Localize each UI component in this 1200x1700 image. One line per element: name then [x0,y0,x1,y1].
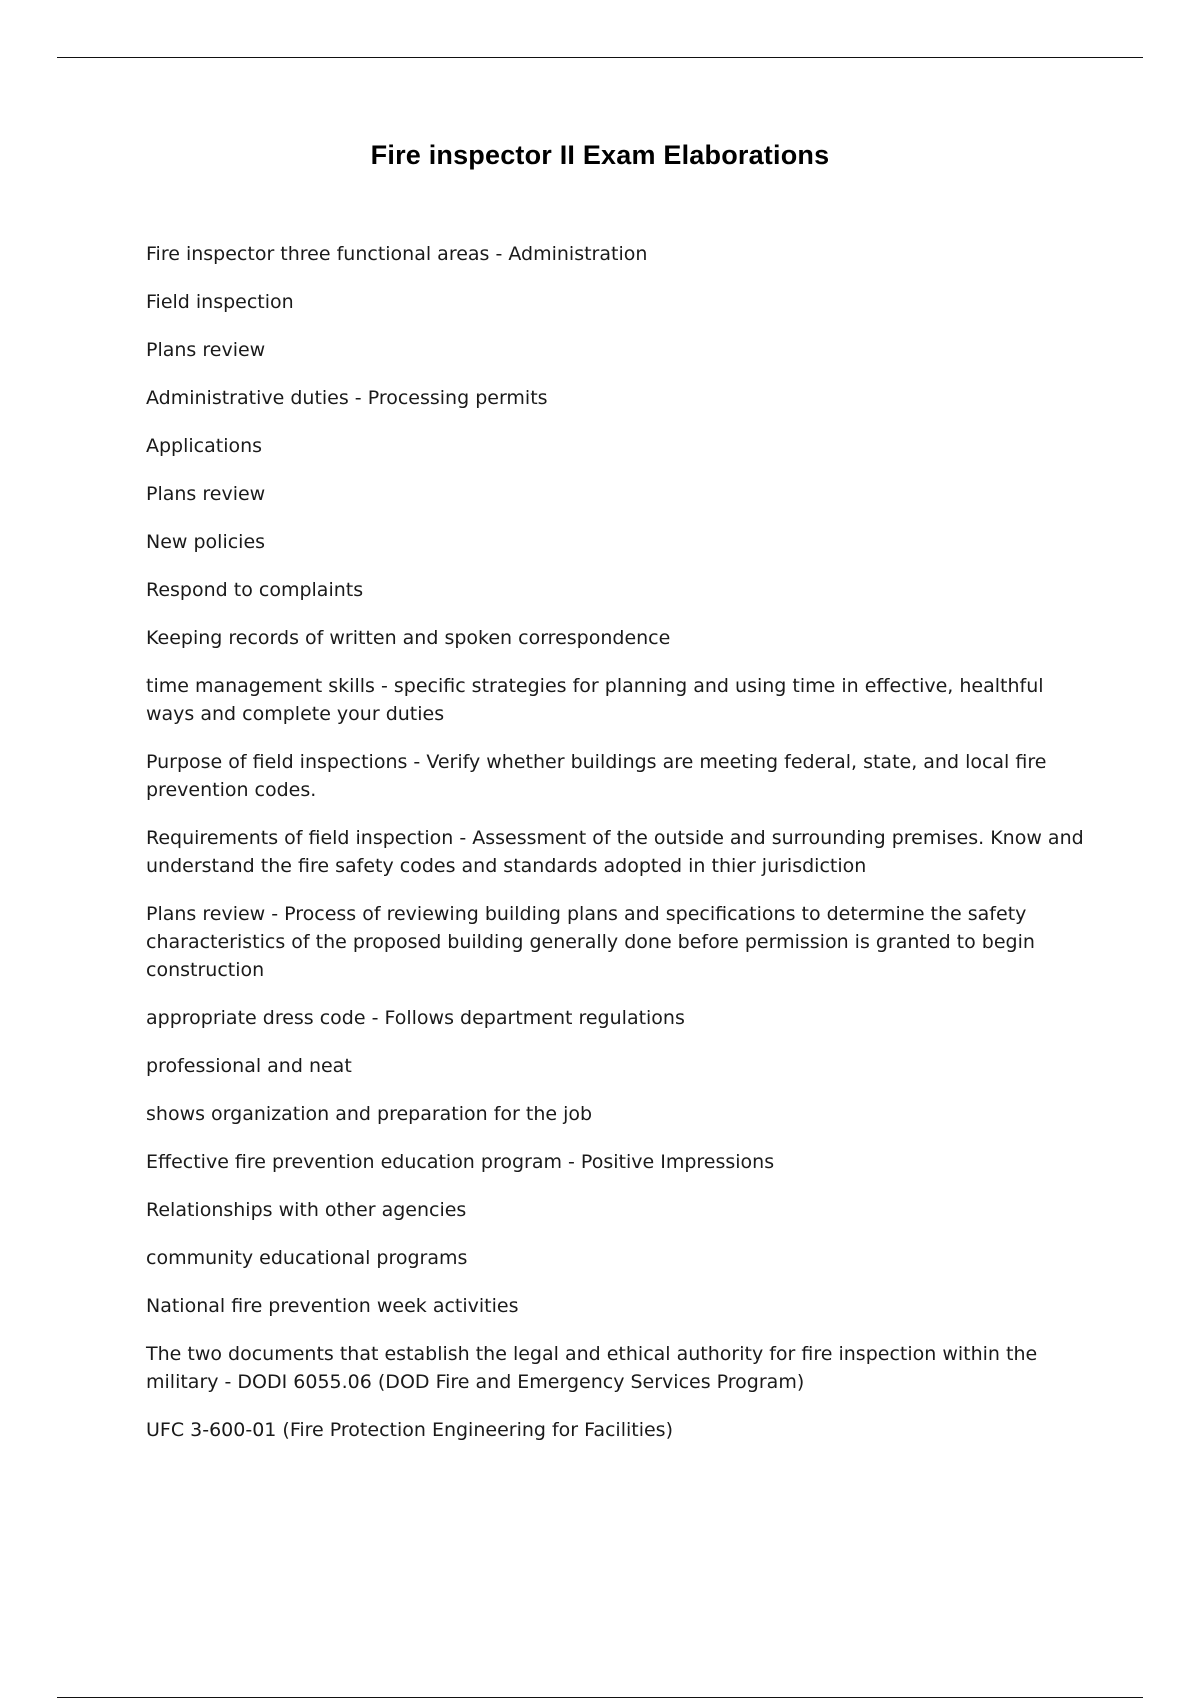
entry-text: Relationships with other agencies [146,1199,467,1221]
entry-text: appropriate dress code - Follows department regulations [146,1007,685,1029]
entry-text: Effective fire prevention education program - Positive Impressions [146,1151,775,1173]
entry-text: Administrative duties - Processing permits [146,387,548,409]
entry-text: Keeping records of written and spoken correspondence [146,627,671,649]
entry-text: The two documents that establish the legal and ethical authority for fire inspection within the military - DODI 6055.06 (DOD Fire and Emergency Services Program) [146,1343,1038,1393]
entry-text: National fire prevention week activities [146,1295,519,1317]
entry-text: time management skills - specific strategies for planning and using time in effective, healthful ways and complete your duties [146,675,1044,725]
entry-text: Requirements of field inspection - Assessment of the outside and surrounding premises. Know and understand the fire safety codes and standards adopted in thier jurisdiction [146,827,1084,877]
entry-text: Field inspection [146,291,294,313]
entry-text: Applications [146,435,263,457]
entry-text: Plans review [146,483,266,505]
entry-text: Plans review - Process of reviewing building plans and specifications to determine the safety characteristics of the proposed building generally done before permission is granted to begin construction [146,903,1035,981]
bottom-rule [57,1697,1143,1698]
entry-text: Fire inspector three functional areas - Administration [146,243,648,265]
entry-text: community educational programs [146,1247,468,1269]
top-rule [57,57,1143,58]
entry-text: New policies [146,531,266,553]
entry-text: UFC 3-600-01 (Fire Protection Engineering for Facilities) [146,1419,673,1441]
document-body [146,240,1086,1464]
entry-text: Plans review [146,339,266,361]
entry-text: shows organization and preparation for the job [146,1103,593,1125]
entry-text: Purpose of field inspections - Verify whether buildings are meeting federal, state, and local fire prevention codes. [146,751,1047,801]
entry-text: professional and neat [146,1055,352,1077]
entry-text: Respond to complaints [146,579,364,601]
document-title: Fire inspector II Exam Elaborations [370,140,830,170]
